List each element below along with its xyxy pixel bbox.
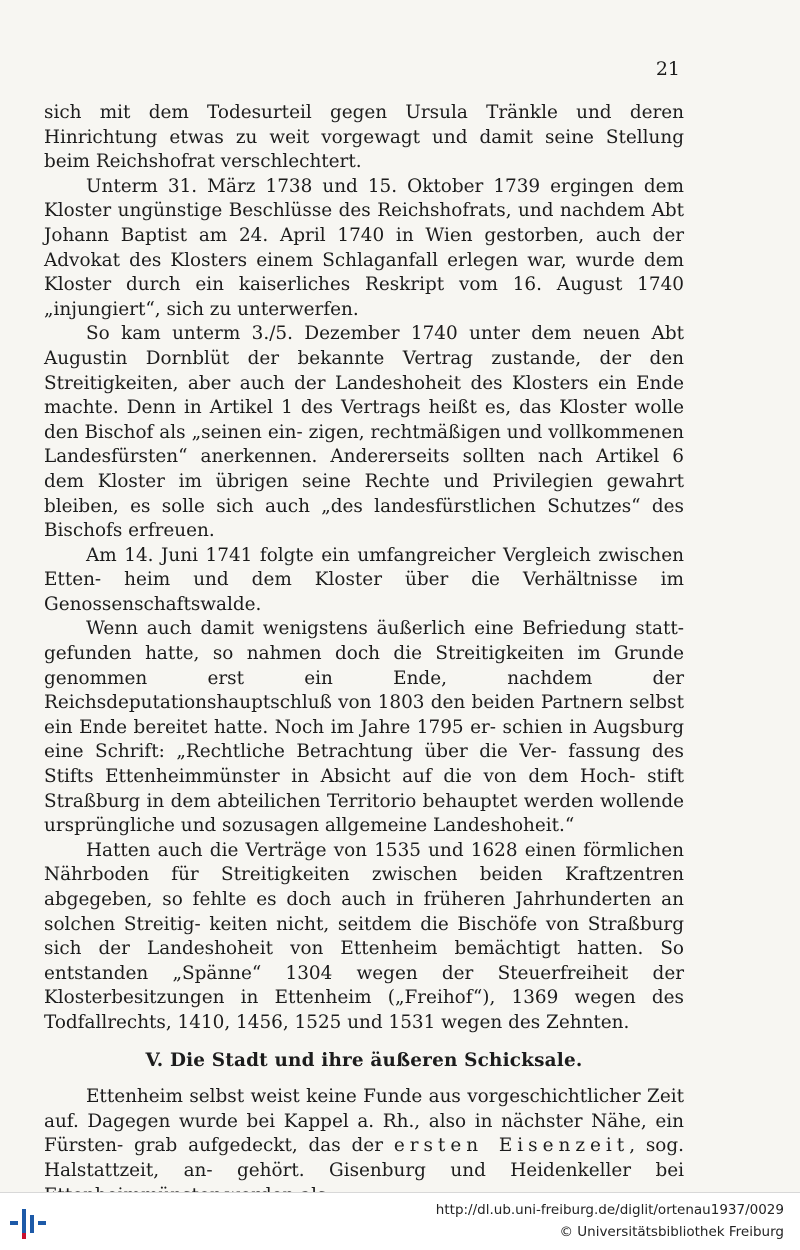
copyright-notice: © Universitätsbibliothek Freiburg xyxy=(559,1224,784,1240)
paragraph-7-end: , sog. Halstattzeit, an- gehört. Gisenburg und Heidenkeller bei xyxy=(44,1135,684,1181)
paragraph-4: Am 14. Juni 1741 folgte ein umfangreicher Vergleich zwischen Etten- heim und dem Kloster über die Verhältnisse im Genossenschaftswalde. xyxy=(44,544,684,615)
source-url[interactable]: http://dl.ub.uni-freiburg.de/diglit/ortenau1937/0029 xyxy=(435,1202,784,1218)
footer-bar xyxy=(0,1192,800,1250)
page-number: 21 xyxy=(655,58,680,80)
paragraph-2: Unterm 31. März 1738 und 15. Oktober 1739 ergingen dem Kloster ungünstige Beschlüsse des Reichshofrats, und nachdem Abt Johann Baptist am 24. April 1740 in Wien gestorben, auch der Advokat des Klosters einem Schlaganfall erlegen war, wurde dem Kloster durch ein kaiserliches Reskript vom 16. August 1740 „injungiert“, sich zu unterwerfen. xyxy=(44,175,684,320)
library-logo-icon xyxy=(8,1207,52,1241)
paragraph-5: Wenn auch damit wenigstens äußerlich eine Befriedung statt- gefunden hatte, so nahmen doch die Streitigkeiten im Grunde genommen erst ein Ende, nachdem der Reichsdeputationshauptschluß von 1803 den beiden Partnern selbst ein Ende bereitet hatte. Noch im Jahre 1795 er- schien in Augsburg eine Schrift: „Rechtliche Betrachtung über die Ver- fassung des Stifts Ettenheimmünster in Absicht auf die von dem Hoch- stift Straßburg in dem abteilichen Territorio behauptet werden wollende ursprüngliche und sozusagen allgemeine Landeshoheit.“ xyxy=(44,618,684,837)
body-text xyxy=(44,101,684,1208)
paragraph-3: So kam unterm 3./5. Dezember 1740 unter dem neuen Abt Augustin Dornblüt der bekannte Vertrag zustande, der den Streitigkeiten, aber auch der Landeshoheit des Klosters ein Ende machte. Denn in Artikel 1 des Vertrags heißt es, das Kloster wolle den Bischof als „seinen ein- zigen, rechtmäßigen und vollkommenen Landesfürsten“ anerkennen. Andererseits sollten nach Artikel 6 dem Kloster im übrigen seine Rechte und Privilegien gewahrt bleiben, es solle sich auch „des landesfürstlichen Schutzes“ des Bischofs erfreuen. xyxy=(44,323,684,542)
spaced-emphasis: ersten Eisenzeit xyxy=(393,1135,630,1157)
section-heading: V. Die Stadt und ihre äußeren Schicksale. xyxy=(145,1049,583,1071)
paragraph-1: sich mit dem Todesurteil gegen Ursula Tränkle und deren Hinrichtung etwas zu weit vorgewagt und damit seine Stellung beim Reichshofrat verschlechtert. xyxy=(44,102,684,173)
paragraph-7 xyxy=(44,1085,684,1208)
paragraph-7-start: Ettenheim selbst weist keine Funde aus vorgeschichtlicher Zeit auf. Dagegen wurde bei Kappel a. Rh., also in nächster Nähe, ein Fürsten- grab aufgedeckt, das der xyxy=(44,1086,684,1157)
paragraph-6: Hatten auch die Verträge von 1535 und 1628 einen förmlichen Nährboden für Streitigkeiten zwischen beiden Kraftzentren abgegeben, so fehlte es doch auch in früheren Jahrhunderten an solchen Streitig- keiten nicht, seitdem die Bischöfe von Straßburg sich der Landeshoheit von Ettenheim bemächtigt hatten. So entstanden „Spänne“ 1304 wegen der Steuerfreiheit der Klosterbesitzungen in Ettenheim („Freihof“), 1369 wegen des Todfallrechts, 1410, 1456, 1525 und 1531 wegen des Zehnten. xyxy=(44,839,684,1033)
